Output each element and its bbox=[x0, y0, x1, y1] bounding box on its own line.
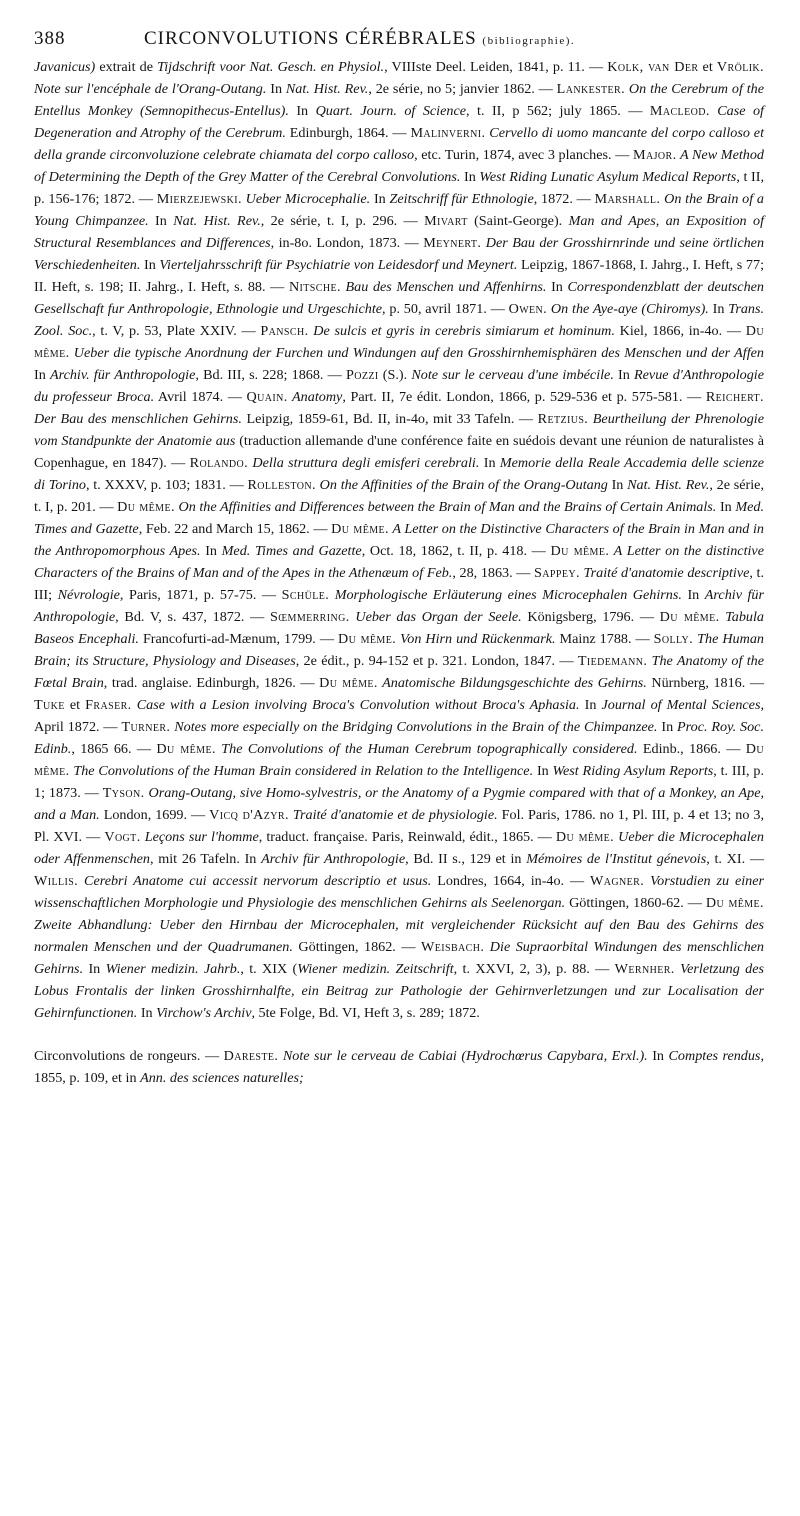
entry-title: Der Bau des menschlichen Gehirns. bbox=[34, 411, 242, 427]
entry-author: Tiedemann. bbox=[577, 653, 648, 669]
entry-title: Med. Times and Gazette bbox=[34, 499, 764, 537]
bibliography-entry bbox=[526, 851, 764, 867]
bibliography-entry bbox=[390, 191, 595, 207]
bibliography-entry bbox=[50, 367, 346, 383]
entry-title: Nat. Hist. Rev. bbox=[627, 477, 710, 493]
entry-citation: , 5te Folge, Bd. VI, Heft 3, s. 289; 1872. bbox=[251, 1005, 480, 1021]
entry-title: Archiv für Anthropologie bbox=[34, 587, 765, 625]
bibliography-entry bbox=[104, 829, 556, 845]
entry-author: Vicq d'Azyr. bbox=[209, 807, 289, 823]
bibliography-entry bbox=[346, 367, 411, 383]
entry-title: Traité d'anatomie et de physiologie. bbox=[288, 807, 498, 823]
bibliography-text bbox=[34, 56, 764, 1089]
entry-citation: , t. XIX ( bbox=[240, 961, 298, 977]
entry-citation: In bbox=[140, 257, 160, 273]
entry-title: Note sur le cerveau de Cabiai (Hydrochœrus Capybara, Erxl.). bbox=[278, 1048, 648, 1064]
entry-author: Du même. bbox=[555, 829, 615, 845]
entry-title: Morphologische Erläuterung eines Microcephalen Gehirns. bbox=[329, 587, 682, 603]
entry-citation: , Oct. 18, 1862, t. II, p. 418. — bbox=[361, 543, 551, 559]
entry-author: Du même. bbox=[337, 631, 397, 647]
entry-author: Rolando. bbox=[189, 455, 249, 471]
entry-title: Memorie della Reale Accademia delle scienze di Torino bbox=[34, 455, 765, 493]
entry-title: Notes more especially on the Bridging Convolutions in the Brain of the Chimpanzee. bbox=[170, 719, 658, 735]
page-title bbox=[144, 28, 575, 50]
bibliography-entry bbox=[316, 103, 650, 119]
entry-citation: In bbox=[716, 499, 736, 515]
entry-author: Fraser. bbox=[85, 697, 132, 713]
entry-author: Wernher. bbox=[614, 961, 675, 977]
entry-citation: , 2e série, t. I, p. 201. — bbox=[34, 477, 764, 515]
entry-citation: In bbox=[137, 1005, 157, 1021]
entry-citation: et bbox=[698, 59, 717, 75]
entry-author: Malinverni. bbox=[410, 125, 486, 141]
entry-citation: In bbox=[647, 1048, 669, 1064]
entry-title: Traité d'anatomie descriptive bbox=[579, 565, 750, 581]
entry-author: Du même. bbox=[319, 675, 378, 691]
entry-title: Journal of Mental Sciences bbox=[601, 697, 761, 713]
entry-author: Du même. bbox=[117, 499, 175, 515]
entry-title: Javanicus) bbox=[34, 59, 96, 75]
entry-author: Tyson. bbox=[102, 785, 145, 801]
entry-citation: , t. XXXV, p. 103; 1831. — bbox=[85, 477, 248, 493]
entry-author: Reichert. bbox=[705, 389, 764, 405]
entry-author: Du même. bbox=[156, 741, 216, 757]
entry-citation: , p. 50, avril 1871. — bbox=[382, 301, 509, 317]
bibliography-entry bbox=[190, 455, 500, 471]
entry-title: On the Affinities of the Brain of the Orang-Outang bbox=[315, 477, 608, 493]
entry-title: Leçons sur l'homme bbox=[140, 829, 259, 845]
section-gap bbox=[34, 1024, 764, 1045]
entry-title: The Anatomy of the Fœtal Brain bbox=[34, 653, 765, 691]
entry-citation: In bbox=[460, 169, 480, 185]
entry-author: Du même. bbox=[331, 521, 389, 537]
entry-citation: Londres, 1664, in-4o. — bbox=[431, 873, 591, 889]
entry-title: Ueber Microcephalie. bbox=[241, 191, 371, 207]
bibliography-entry bbox=[224, 1048, 669, 1064]
entry-title: On the Aye-aye (Chiromys). bbox=[547, 301, 709, 317]
entry-title: Correspondenzblatt der deutschen Gesellschaft fur Anthropologie, Ethnologie und Urgeschichte bbox=[34, 279, 764, 317]
entry-title: A New Method of Determining the Depth of the Grey Matter of the Cerebral Convolutions. bbox=[34, 147, 764, 185]
bibliography-entry bbox=[156, 741, 745, 757]
entry-title: Man and Apes, an Exposition of Structural Resemblances and Differences bbox=[34, 213, 764, 251]
entry-citation: , Bd. III, s. 228; 1868. — bbox=[195, 367, 346, 383]
entry-citation: , trad. anglaise. Edinburgh, 1826. — bbox=[103, 675, 320, 691]
entry-author: Tuke bbox=[34, 697, 65, 713]
entry-citation: Göttingen, 1862. — bbox=[292, 939, 422, 955]
running-head bbox=[34, 28, 764, 56]
entry-citation: In bbox=[370, 191, 390, 207]
entry-citation: In bbox=[83, 961, 106, 977]
entry-citation: , 2e série, no 5; janvier 1862. — bbox=[368, 81, 557, 97]
entry-citation: , t. XI. — bbox=[706, 851, 765, 867]
entry-title: Virchow's Archiv bbox=[156, 1005, 252, 1021]
entry-title: Note sur l'encéphale de l'Orang-Outang. bbox=[34, 81, 267, 97]
entry-author: Dareste. bbox=[223, 1048, 279, 1064]
entry-citation: Edinburgh, 1864. — bbox=[285, 125, 411, 141]
entry-title: On the Affinities and Differences between the Brain of Man and the Brains of Certain Animals. bbox=[174, 499, 717, 515]
entry-title: Vorstudien zu einer wissenschaftlichen Morphologie und Physiologie des menschlichen Gehirns als Seelenorgan. bbox=[34, 873, 764, 911]
entry-citation: , t. V, p. 53, Plate XXIV. — bbox=[92, 323, 261, 339]
bibliography-entry bbox=[222, 543, 551, 559]
entry-title: Archiv für Anthropologie bbox=[261, 851, 406, 867]
bibliography-entry bbox=[297, 961, 614, 977]
entry-author: Wagner. bbox=[590, 873, 645, 889]
entry-title: Quart. Journ. of Science bbox=[315, 103, 467, 119]
running-subtitle: (bibliographie). bbox=[482, 35, 576, 47]
entry-citation: Edinb., 1866. — bbox=[637, 741, 746, 757]
entry-citation: , t. II, p 562; july 1865. — bbox=[466, 103, 650, 119]
entry-author: Du même. bbox=[659, 609, 720, 625]
entry-citation: , in-8o. London, 1873. — bbox=[270, 235, 424, 251]
bibliography-entry bbox=[319, 675, 764, 691]
entry-title: Von Hirn und Rückenmark. bbox=[396, 631, 556, 647]
entry-citation: Königsberg, 1796. — bbox=[521, 609, 660, 625]
entry-citation: extrait de bbox=[95, 59, 158, 75]
entry-title: Comptes rendus bbox=[668, 1048, 761, 1064]
entry-title: West Riding Lunatic Asylum Medical Reports bbox=[479, 169, 737, 185]
entry-title: Névrologie bbox=[57, 587, 120, 603]
bibliography-entry bbox=[286, 81, 557, 97]
page-number: 388 bbox=[34, 28, 66, 49]
entry-author: Major. bbox=[633, 147, 677, 163]
bibliography-entry bbox=[411, 367, 634, 383]
entry-citation: In bbox=[200, 543, 222, 559]
entry-citation: , t II, p. 156-176; 1872. — bbox=[34, 169, 764, 207]
bibliography-entry bbox=[34, 1048, 224, 1064]
bibliography-entry bbox=[282, 587, 705, 603]
bibliography-entry bbox=[338, 631, 654, 647]
bibliography-entry bbox=[289, 279, 568, 295]
entry-author: Weisbach. bbox=[421, 939, 485, 955]
bibliography-entry bbox=[157, 191, 390, 207]
entry-title: Nat. Hist. Rev. bbox=[173, 213, 261, 229]
entry-citation: In bbox=[546, 279, 568, 295]
entry-citation: Francofurti-ad-Mænum, 1799. — bbox=[138, 631, 338, 647]
entry-citation: In bbox=[34, 367, 50, 383]
bibliography-entry bbox=[260, 323, 745, 339]
entry-title: Ueber die Microcephalen oder Affenmenschen bbox=[34, 829, 764, 867]
entry-title: On the Brain of a Young Chimpanzee. bbox=[34, 191, 764, 229]
entry-citation: , Bd. V, s. 437, 1872. — bbox=[115, 609, 270, 625]
entry-author: Rolleston. bbox=[247, 477, 316, 493]
entry-author: Du même. bbox=[550, 543, 610, 559]
entry-title: Archiv. für Anthropologie bbox=[49, 367, 196, 383]
entry-author: Lankester. bbox=[556, 81, 626, 97]
entry-citation: , mit 26 Tafeln. In bbox=[149, 851, 262, 867]
bibliography-entry bbox=[173, 213, 424, 229]
entry-author: Sœmmerring. bbox=[269, 609, 350, 625]
entry-author: Kolk, van Der bbox=[607, 59, 699, 75]
entry-title: Proc. Roy. Soc. Edinb. bbox=[34, 719, 764, 757]
bibliography-entry bbox=[85, 697, 601, 713]
entry-author: Willis. bbox=[34, 873, 79, 889]
entry-title: Tijdschrift voor Nat. Gesch. en Physiol. bbox=[157, 59, 385, 75]
entry-author: Meynert. bbox=[423, 235, 482, 251]
entry-citation: Circonvolutions de rongeurs. — bbox=[34, 1048, 224, 1064]
entry-title: Cerebri Anatome cui accessit nervorum descriptio et usus. bbox=[78, 873, 432, 889]
bibliography-paragraph bbox=[34, 56, 764, 1024]
entry-citation: In bbox=[607, 477, 628, 493]
entry-citation: , Bd. II s., 129 et in bbox=[405, 851, 527, 867]
entry-citation: , 1855, p. 109, et in bbox=[34, 1048, 764, 1086]
entry-author: Pozzi bbox=[345, 367, 379, 383]
entry-title: West Riding Asylum Reports bbox=[552, 763, 714, 779]
entry-author: Retzius. bbox=[537, 411, 589, 427]
entry-citation: , Part. II, 7e édit. London, 1866, p. 529-536 et p. 575-581. — bbox=[342, 389, 706, 405]
entry-citation: In bbox=[681, 587, 705, 603]
entry-citation: (S.). bbox=[378, 367, 412, 383]
entry-title: Note sur le cerveau d'une imbécile. bbox=[411, 367, 614, 383]
bibliography-entry bbox=[424, 213, 569, 229]
entry-title: Cervello di uomo mancante del corpo calloso et della grande circonvoluzione celebrate chiamata del corpo calloso bbox=[34, 125, 765, 163]
entry-title: Die Supraorbital Windungen des menschlichen Gehirns. bbox=[34, 939, 764, 977]
entry-citation: , 2e série, t. I, p. 296. — bbox=[260, 213, 425, 229]
entry-title: Case with a Lesion involving Broca's Convolution without Broca's Aphasia. bbox=[131, 697, 580, 713]
bibliography-entry bbox=[509, 301, 729, 317]
entry-title: Ueber die typische Anordnung der Furchen und Windungen auf den Grosshirnhemisphären des Menschen und der Affen bbox=[69, 345, 764, 361]
entry-title: Orang-Outang, sive Homo-sylvestris, or the Anatomy of a Pygmie compared with that of a Monkey, an Ape, and a Man. bbox=[34, 785, 765, 823]
entry-citation: Mainz 1788. — bbox=[555, 631, 654, 647]
entry-citation: Leipzig, 1867-1868, I. Jahrg., I. Heft, s 77; II. Heft, s. 198; II. Jahrg., I. Heft, s. 88. — bbox=[34, 257, 764, 295]
bibliography-entry bbox=[156, 1005, 480, 1021]
entry-author: Quain. bbox=[246, 389, 288, 405]
entry-citation: In bbox=[288, 103, 316, 119]
entry-author: Vogt. bbox=[104, 829, 141, 845]
entry-author: Marshall. bbox=[594, 191, 661, 207]
entry-title: Zeitschriff für Ethnologie bbox=[389, 191, 534, 207]
entry-citation: , April 1872. — bbox=[34, 697, 765, 735]
bibliography-entry bbox=[34, 873, 590, 889]
entry-citation: , t. III, p. 1; 1873. — bbox=[34, 763, 764, 801]
entry-citation: In bbox=[479, 455, 500, 471]
entry-title: Case of Degeneration and Atrophy of the Cerebrum. bbox=[34, 103, 764, 141]
entry-citation: , t. III; bbox=[34, 565, 765, 603]
bibliography-entry bbox=[34, 59, 157, 75]
entry-citation: , 1865 66. — bbox=[71, 741, 157, 757]
bibliography-paragraph bbox=[34, 1045, 764, 1089]
entry-title: Beurtheilung der Phrenologie vom Standpunkte der Anatomie aus bbox=[34, 411, 764, 449]
entry-citation: In bbox=[579, 697, 602, 713]
entry-title: Wiener medizin. Jahrb. bbox=[105, 961, 241, 977]
entry-citation: , Paris, 1871, p. 57-75. — bbox=[119, 587, 282, 603]
bibliography-entry bbox=[247, 477, 627, 493]
entry-author: Solly. bbox=[653, 631, 694, 647]
entry-title: Anatomische Bildungsgeschichte des Gehirns. bbox=[377, 675, 647, 691]
entry-title: Anatomy bbox=[287, 389, 343, 405]
entry-title: The Convolutions of the Human Brain considered in Relation to the Intelligence. bbox=[69, 763, 534, 779]
entry-citation: Fol. Paris, 1786. no 1, Pl. III, p. 4 et 13; no 3, Pl. XVI. — bbox=[34, 807, 765, 845]
entry-author: Schüle. bbox=[281, 587, 330, 603]
entry-citation: , traduct. française. Paris, Reinwald, édit., 1865. — bbox=[258, 829, 556, 845]
entry-title: Bau des Menschen und Affenhirns. bbox=[340, 279, 547, 295]
entry-title: Der Bau der Grosshirnrinde und seine örtlichen Verschiedenheiten. bbox=[34, 235, 765, 273]
entry-title: Med. Times and Gazette bbox=[221, 543, 362, 559]
bibliography-entry bbox=[34, 697, 85, 713]
entry-author: Du même. bbox=[705, 895, 764, 911]
running-title: CIRCONVOLUTIONS CÉRÉBRALES bbox=[144, 28, 477, 49]
entry-citation: Leipzig, 1859-61, Bd. II, in-4o, mit 33 Tafeln. — bbox=[241, 411, 538, 427]
entry-author: Mierzejewski. bbox=[156, 191, 242, 207]
entry-citation: Kiel, 1866, in-4o. — bbox=[614, 323, 746, 339]
entry-title: De sulcis et gyris in cerebris simiarum et hominum. bbox=[308, 323, 615, 339]
entry-author: Macleod. bbox=[649, 103, 710, 119]
bibliography-entry bbox=[270, 609, 660, 625]
entry-citation: , 2e édit., p. 94-152 et p. 321. London, 1847. — bbox=[295, 653, 578, 669]
entry-citation: , Feb. 22 and March 15, 1862. — bbox=[138, 521, 332, 537]
bibliography-entry bbox=[58, 587, 282, 603]
entry-title: Trans. Zool. Soc. bbox=[34, 301, 764, 339]
entry-title: On the Cerebrum of the Entellus Monkey (Semnopithecus-Entellus). bbox=[34, 81, 765, 119]
entry-author: Du même. bbox=[34, 741, 764, 779]
entry-citation: Nürnberg, 1816. — bbox=[646, 675, 764, 691]
entry-title: A Letter on the Distinctive Characters of the Brain in Man and in the Anthropomorphous Apes. bbox=[34, 521, 765, 559]
bibliography-entry bbox=[140, 1070, 304, 1086]
entry-citation: In bbox=[266, 81, 286, 97]
bibliography-entry bbox=[247, 389, 706, 405]
entry-title: Nat. Hist. Rev. bbox=[285, 81, 369, 97]
entry-title: Verletzung des Lobus Frontalis der linken Grosshirnhalfte, ein Beitrag zur Pathologie der Gehirnverletzungen und zur Localisation der Gehirnfunctionen. bbox=[34, 961, 764, 1021]
entry-title: Tabula Baseos Encephali. bbox=[34, 609, 764, 647]
entry-title: Mémoires de l'Institut génevois bbox=[526, 851, 707, 867]
entry-citation: London, 1699. — bbox=[99, 807, 210, 823]
entry-citation: (traduction allemande d'une conférence faite en suédois devant une réunion de naturalistes à Copenhague, en 1847). — bbox=[34, 433, 764, 471]
entry-author: Owen. bbox=[508, 301, 548, 317]
entry-title: Vierteljahrsschrift für Psychiatrie von Leidesdorf und Meynert. bbox=[159, 257, 518, 273]
entry-author: Vrölik. bbox=[716, 59, 764, 75]
entry-title: A Letter on the distinctive Characters of the Brains of Man and of the Apes in the Athenæum of Feb. bbox=[34, 543, 764, 581]
entry-author: Sappey. bbox=[534, 565, 580, 581]
entry-author: Nitsche. bbox=[288, 279, 341, 295]
entry-citation: In bbox=[148, 213, 174, 229]
entry-author: Pansch. bbox=[260, 323, 309, 339]
entry-citation: et bbox=[64, 697, 86, 713]
entry-citation: , etc. Turin, 1874, avec 3 planches. — bbox=[414, 147, 634, 163]
entry-citation: In bbox=[708, 301, 729, 317]
entry-citation: , t. XXVI, 2, 3), p. 88. — bbox=[453, 961, 615, 977]
entry-citation: , 1872. — bbox=[533, 191, 595, 207]
entry-citation: In bbox=[613, 367, 635, 383]
entry-title: Ann. des sciences naturelles; bbox=[140, 1070, 304, 1086]
bibliography-entry bbox=[121, 719, 677, 735]
entry-citation: Avril 1874. — bbox=[154, 389, 247, 405]
entry-author: Du même. bbox=[34, 323, 764, 361]
entry-title: The Human Brain; its Structure, Physiology and Diseases bbox=[34, 631, 764, 669]
entry-citation: , VIIIste Deel. Leiden, 1841, p. 11. — bbox=[384, 59, 608, 75]
bibliography-entry bbox=[117, 499, 735, 515]
entry-title: The Convolutions of the Human Cerebrum topographically considered. bbox=[215, 741, 638, 757]
entry-title: Della struttura degli emisferi cerebrali. bbox=[248, 455, 480, 471]
bibliography-entry bbox=[157, 59, 607, 75]
entry-citation: , 28, 1863. — bbox=[452, 565, 535, 581]
entry-author: Turner. bbox=[121, 719, 171, 735]
entry-title: Revue d'Anthropologie du professeur Broca. bbox=[34, 367, 764, 405]
bibliography-entry bbox=[106, 961, 298, 977]
entry-title: Zweite Abhandlung: Ueber den Hirnbau der Microcephalen, mit vergleichender Rücksicht auf den Bau des Gehirns des normalen Menschen und der Quadrumanen. bbox=[34, 917, 764, 955]
bibliography-entry bbox=[261, 851, 526, 867]
entry-author: Mivart bbox=[424, 213, 468, 229]
entry-title: Ueber das Organ der Seele. bbox=[349, 609, 522, 625]
entry-citation: In bbox=[533, 763, 553, 779]
bibliography-entry bbox=[607, 59, 717, 75]
entry-citation: (Saint-George). bbox=[467, 213, 569, 229]
entry-citation: In bbox=[657, 719, 678, 735]
entry-title: Wiener medizin. Zeitschrift bbox=[297, 961, 454, 977]
entry-citation: Göttingen, 1860-62. — bbox=[565, 895, 706, 911]
